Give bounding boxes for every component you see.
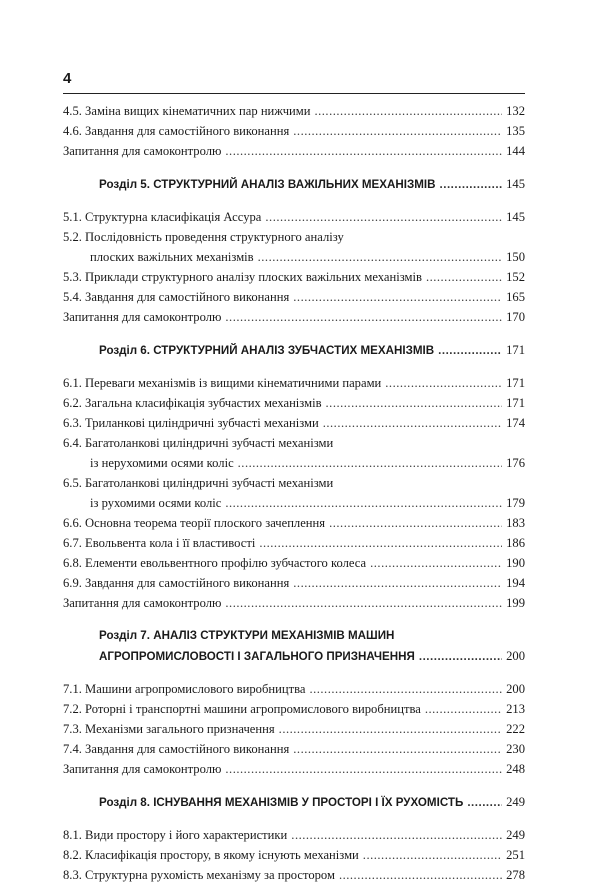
toc-entry-title: Запитання для самоконтролю xyxy=(63,144,222,158)
section-gap xyxy=(63,666,525,679)
toc-page-number: 171 xyxy=(506,343,525,357)
toc-entry[interactable] xyxy=(63,719,525,739)
toc-entry-title: Запитання для самоконтролю xyxy=(63,762,222,776)
section-gap xyxy=(63,161,525,174)
toc-page-number: 179 xyxy=(506,496,525,510)
dot-leader xyxy=(265,207,502,227)
toc-page-number: 176 xyxy=(506,456,525,470)
dot-leader xyxy=(339,865,502,885)
toc-entry-title: Розділ 7. АНАЛІЗ СТРУКТУРИ МЕХАНІЗМІВ МАШИН xyxy=(99,629,395,642)
dot-leader xyxy=(225,141,502,161)
toc-entry[interactable] xyxy=(63,759,525,779)
toc-entry[interactable] xyxy=(63,373,525,393)
dot-leader xyxy=(225,593,502,613)
section-gap xyxy=(63,613,525,626)
toc-entry[interactable] xyxy=(63,739,525,759)
toc-entry-title: 5.3. Приклади структурного аналізу плоских важільних механізмів xyxy=(63,270,422,284)
toc-page-number: 132 xyxy=(506,104,525,118)
toc-entry-title: Розділ 6. СТРУКТУРНИЙ АНАЛІЗ ЗУБЧАСТИХ МЕХАНІЗМІВ xyxy=(99,344,435,357)
toc-page-number: 150 xyxy=(506,250,525,264)
toc-page-number: 144 xyxy=(506,144,525,158)
toc-chapter-heading[interactable] xyxy=(63,646,525,666)
toc-entry-title: Запитання для самоконтролю xyxy=(63,596,222,610)
toc-page-number: 183 xyxy=(506,516,525,530)
toc-entry[interactable] xyxy=(63,513,525,533)
dot-leader xyxy=(279,719,502,739)
toc-entry[interactable] xyxy=(63,593,525,613)
dot-leader xyxy=(225,493,502,513)
toc-chapter-heading[interactable] xyxy=(63,174,525,194)
toc-entry[interactable] xyxy=(63,553,525,573)
dot-leader xyxy=(225,307,502,327)
toc-entry[interactable] xyxy=(63,227,525,247)
dot-leader xyxy=(323,413,502,433)
dot-leader xyxy=(425,699,502,719)
section-gap xyxy=(63,327,525,340)
dot-leader xyxy=(363,845,502,865)
toc-entry[interactable] xyxy=(63,865,525,885)
toc-entry-continuation[interactable] xyxy=(63,247,525,267)
toc-entry[interactable] xyxy=(63,121,525,141)
toc-entry[interactable] xyxy=(63,101,525,121)
section-gap xyxy=(63,194,525,207)
toc-page-number: 249 xyxy=(506,828,525,842)
toc-entry-title: 8.3. Структурна рухомість механізму за простором xyxy=(63,868,335,882)
toc-entry-title: із рухомими осями коліс xyxy=(90,496,222,510)
toc-entry[interactable] xyxy=(63,433,525,453)
toc-entry-title: плоских важільних механізмів xyxy=(90,250,254,264)
toc-page-number: 200 xyxy=(506,682,525,696)
toc-page-number: 248 xyxy=(506,762,525,776)
table-of-contents xyxy=(63,101,525,885)
toc-entry[interactable] xyxy=(63,393,525,413)
toc-entry-title: Розділ 8. ІСНУВАННЯ МЕХАНІЗМІВ У ПРОСТОРІ І ЇХ РУХОМІСТЬ xyxy=(99,796,464,809)
dot-leader xyxy=(293,739,502,759)
toc-page-number: 174 xyxy=(506,416,525,430)
dot-leader xyxy=(309,679,502,699)
toc-entry-title: із нерухомими осями коліс xyxy=(90,456,234,470)
dot-leader xyxy=(329,513,502,533)
toc-entry-title: 7.1. Машини агропромислового виробництва xyxy=(63,682,306,696)
toc-chapter-heading[interactable] xyxy=(63,792,525,812)
toc-page-number: 170 xyxy=(506,310,525,324)
toc-entry-title: 4.6. Завдання для самостійного виконання xyxy=(63,124,290,138)
page-number: 4 xyxy=(63,70,72,87)
toc-entry[interactable] xyxy=(63,287,525,307)
toc-entry-title: 6.5. Багатоланкові циліндричні зубчасті механізми xyxy=(63,476,334,490)
toc-entry-title: 5.1. Структурна класифікація Ассура xyxy=(63,210,262,224)
toc-page-number: 194 xyxy=(506,576,525,590)
toc-entry[interactable] xyxy=(63,573,525,593)
toc-page-number: 222 xyxy=(506,722,525,736)
toc-entry-continuation[interactable] xyxy=(63,453,525,473)
header-rule xyxy=(63,93,525,94)
toc-page-number: 278 xyxy=(506,868,525,882)
toc-entry-title: 7.4. Завдання для самостійного виконання xyxy=(63,742,290,756)
toc-chapter-heading[interactable] xyxy=(63,340,525,360)
toc-page-number: 249 xyxy=(506,795,525,809)
dot-leader xyxy=(419,647,502,667)
toc-entry-title: 8.1. Види простору і його характеристики xyxy=(63,828,288,842)
toc-page-number: 199 xyxy=(506,596,525,610)
toc-entry-title: 6.2. Загальна класифікація зубчастих механізмів xyxy=(63,396,322,410)
toc-page-number: 165 xyxy=(506,290,525,304)
toc-chapter-heading[interactable] xyxy=(63,626,525,646)
toc-entry[interactable] xyxy=(63,845,525,865)
section-gap xyxy=(63,779,525,792)
toc-entry-continuation[interactable] xyxy=(63,493,525,513)
toc-entry[interactable] xyxy=(63,307,525,327)
toc-entry[interactable] xyxy=(63,825,525,845)
toc-entry-title: 5.2. Послідовність проведення структурного аналізу xyxy=(63,230,344,244)
dot-leader xyxy=(291,825,502,845)
dot-leader xyxy=(467,793,502,813)
dot-leader xyxy=(438,341,502,361)
dot-leader xyxy=(293,573,502,593)
dot-leader xyxy=(258,247,502,267)
toc-entry-title: Запитання для самоконтролю xyxy=(63,310,222,324)
toc-entry[interactable] xyxy=(63,267,525,287)
dot-leader xyxy=(293,121,502,141)
toc-entry[interactable] xyxy=(63,141,525,161)
toc-page-number: 171 xyxy=(506,376,525,390)
toc-entry-title: Розділ 5. СТРУКТУРНИЙ АНАЛІЗ ВАЖІЛЬНИХ МЕХАНІЗМІВ xyxy=(99,178,436,191)
toc-page-number: 190 xyxy=(506,556,525,570)
dot-leader xyxy=(440,175,502,195)
dot-leader xyxy=(225,759,502,779)
toc-page-number: 135 xyxy=(506,124,525,138)
dot-leader xyxy=(385,373,502,393)
toc-entry-title: 6.3. Триланкові циліндричні зубчасті механізми xyxy=(63,416,319,430)
toc-entry-title: 6.9. Завдання для самостійного виконання xyxy=(63,576,290,590)
toc-entry[interactable] xyxy=(63,413,525,433)
toc-entry[interactable] xyxy=(63,699,525,719)
toc-entry-title: 6.4. Багатоланкові циліндричні зубчасті механізми xyxy=(63,436,334,450)
toc-page-number: 145 xyxy=(506,210,525,224)
dot-leader xyxy=(426,267,502,287)
toc-entry-title: 6.6. Основна теорема теорії плоского зачеплення xyxy=(63,516,326,530)
toc-page-number: 171 xyxy=(506,396,525,410)
toc-page-number: 230 xyxy=(506,742,525,756)
toc-entry-title: 7.3. Механізми загального призначення xyxy=(63,722,275,736)
toc-page-number: 152 xyxy=(506,270,525,284)
toc-entry[interactable] xyxy=(63,207,525,227)
toc-entry-title: 8.2. Класифікація простору, в якому існують механізми xyxy=(63,848,359,862)
toc-entry-title: 5.4. Завдання для самостійного виконання xyxy=(63,290,290,304)
section-gap xyxy=(63,360,525,373)
toc-page-number: 186 xyxy=(506,536,525,550)
section-gap xyxy=(63,812,525,825)
toc-entry-title: 4.5. Заміна вищих кінематичних пар нижчими xyxy=(63,104,311,118)
dot-leader xyxy=(326,393,502,413)
toc-page-number: 200 xyxy=(506,649,525,663)
toc-entry[interactable] xyxy=(63,473,525,493)
dot-leader xyxy=(293,287,502,307)
dot-leader xyxy=(314,101,502,121)
toc-page-number: 145 xyxy=(506,177,525,191)
toc-entry-title: 6.7. Евольвента кола і її властивості xyxy=(63,536,256,550)
dot-leader xyxy=(259,533,502,553)
toc-entry-title: АГРОПРОМИСЛОВОСТІ І ЗАГАЛЬНОГО ПРИЗНАЧЕННЯ xyxy=(99,650,415,663)
toc-page-number: 213 xyxy=(506,702,525,716)
dot-leader xyxy=(238,453,502,473)
toc-entry[interactable] xyxy=(63,679,525,699)
toc-entry-title: 6.8. Елементи евольвентного профілю зубчастого колеса xyxy=(63,556,367,570)
dot-leader xyxy=(370,553,502,573)
toc-entry-title: 6.1. Переваги механізмів із вищими кінематичними парами xyxy=(63,376,382,390)
toc-entry[interactable] xyxy=(63,533,525,553)
toc-page-number: 251 xyxy=(506,848,525,862)
toc-entry-title: 7.2. Роторні і транспортні машини агропромислового виробництва xyxy=(63,702,421,716)
